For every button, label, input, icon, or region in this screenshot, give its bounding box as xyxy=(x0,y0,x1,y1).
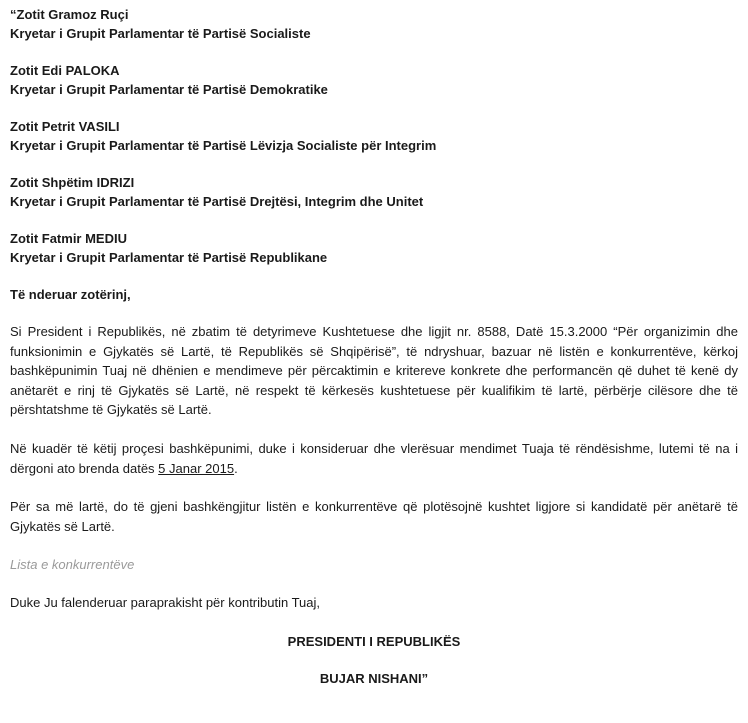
signature-title: PRESIDENTI I REPUBLIKËS xyxy=(287,633,461,649)
closing-line: Duke Ju falenderuar paraprakisht për kontributin Tuaj, xyxy=(10,595,321,611)
recipient-block-5 xyxy=(10,229,738,267)
greeting: Të nderuar zotërinj, xyxy=(10,287,131,302)
recipient-role: Kryetar i Grupit Parlamentar të Partisë Lëvizja Socialiste për Integrim xyxy=(10,138,437,153)
recipient-name: Zotit Shpëtim IDRIZI xyxy=(10,175,135,190)
recipient-role: Kryetar i Grupit Parlamentar të Partisë Drejtësi, Integrim dhe Unitet xyxy=(10,194,424,209)
recipient-role: Kryetar i Grupit Parlamentar të Partisë Republikane xyxy=(10,250,328,265)
recipient-block-1 xyxy=(10,5,738,43)
recipient-role: Kryetar i Grupit Parlamentar të Partisë Demokratike xyxy=(10,82,328,97)
recipient-name: Zotit Edi PALOKA xyxy=(10,63,120,78)
paragraph-text: Në kuadër të këtij proçesi bashkëpunimi, duke i konsideruar dhe vlerësuar mendimet Tuaja të rëndësishme, lutemi të na i dërgoni ato brenda datës xyxy=(10,440,738,476)
body-paragraph-2 xyxy=(10,439,738,478)
attachment-link[interactable]: Lista e konkurrentëve xyxy=(10,557,135,573)
letter-document xyxy=(10,5,738,688)
recipient-role: Kryetar i Grupit Parlamentar të Partisë Socialiste xyxy=(10,26,311,41)
body-paragraph-3: Për sa më lartë, do të gjeni bashkëngjitur listën e konkurrentëve që plotësojnë kushtet ligjore si kandidatë për anëtarë të Gjykatës së Lartë. xyxy=(10,499,738,534)
recipient-name: Zotit Fatmir MEDIU xyxy=(10,231,127,246)
paragraph-end: . xyxy=(234,460,238,476)
signature-name: BUJAR NISHANI” xyxy=(319,670,429,686)
recipient-name: “Zotit Gramoz Ruçi xyxy=(10,7,129,22)
recipient-block-2 xyxy=(10,61,738,99)
recipient-block-4 xyxy=(10,173,738,211)
body-paragraph-1: Si President i Republikës, në zbatim të detyrimeve Kushtetuese dhe ligjit nr. 8588, Datë 15.3.2000 “Për organizimin dhe funksionimin e Gjykatës së Lartë, të Republikës së Shqipërisë”, të ndryshuar, bazuar në listën e konkurrentëve, kërkoj bashkëpunimin Tuaj në dhënien e mendimeve për përcaktimin e kritereve konkrete dhe performancën që duhet të kenë dy anëtarët e rinj të Gjykatës së Lartë, në respekt të kërkesës kushtetuese për kualifikim të lartë, përbërje cilësore dhe të përshtatshme të Gjykatës së Lartë. xyxy=(10,324,738,418)
deadline-date: 5 Janar 2015 xyxy=(158,460,235,476)
recipient-name: Zotit Petrit VASILI xyxy=(10,119,120,134)
recipient-block-3 xyxy=(10,117,738,155)
